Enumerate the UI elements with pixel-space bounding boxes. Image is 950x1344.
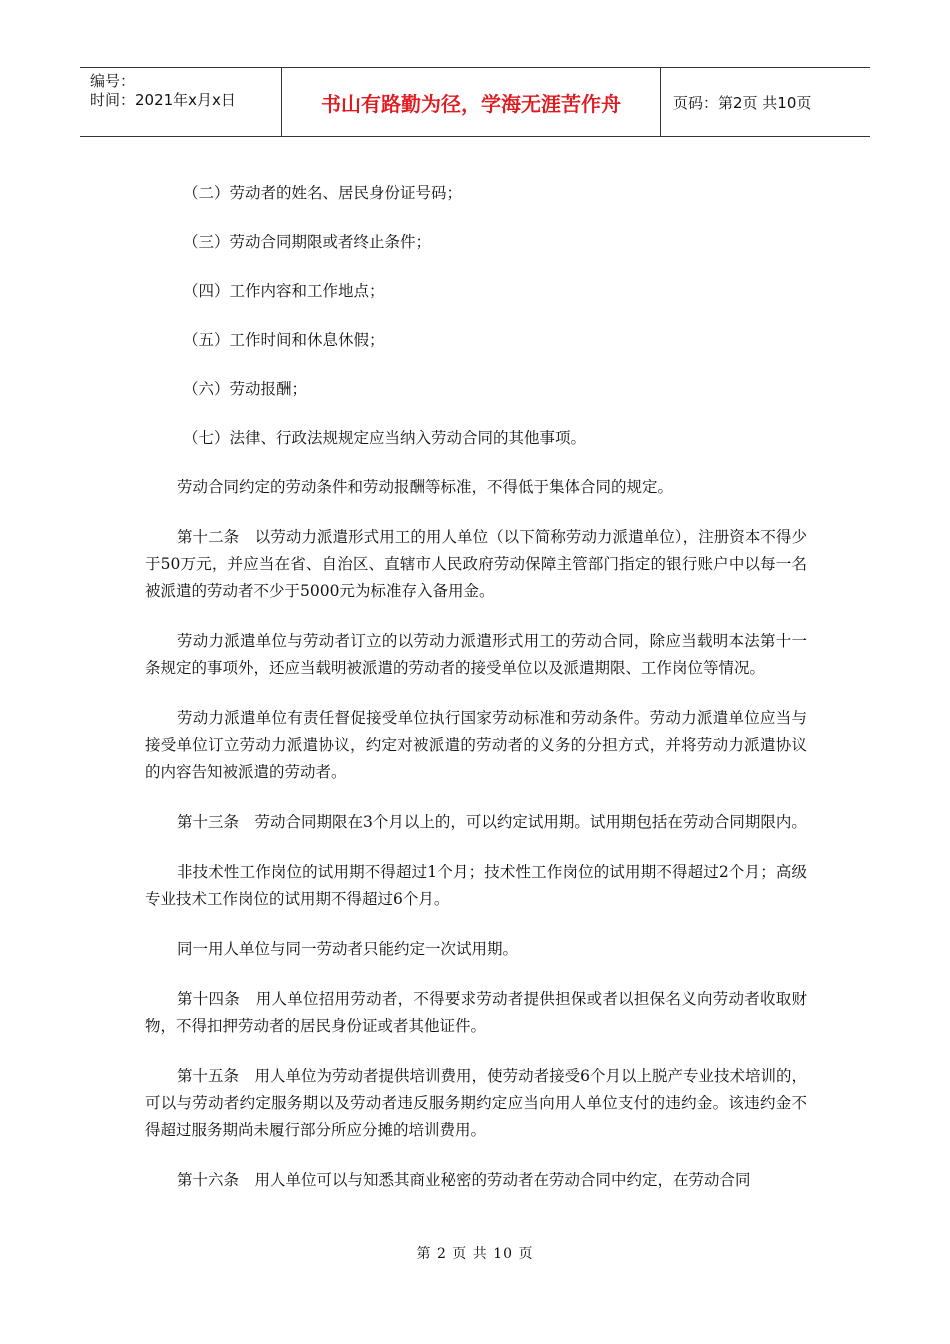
header-page-info: 页码：第2页 共10页 (673, 93, 812, 112)
list-item: （七）法律、行政法规规定应当纳入劳动合同的其他事项。 (183, 429, 587, 447)
paragraph: 劳动力派遣单位与劳动者订立的以劳动力派遣形式用工的劳动合同，除应当载明本法第十一条规定的事项外，还应当载明被派遣的劳动者的接受单位以及派遣期限、工作岗位等情况。 (145, 632, 807, 677)
paragraph: 劳动力派遣单位有责任督促接受单位执行国家劳动标准和劳动条件。劳动力派遣单位应当与接受单位订立劳动力派遣协议，约定对被派遣的劳动者的义务的分担方式，并将劳动力派遣协议的内容告知被派遣的劳动者。 (145, 709, 807, 781)
header-meta (80, 68, 282, 136)
article-14: 第十四条 用人单位招用劳动者，不得要求劳动者提供担保或者以担保名义向劳动者收取财物，不得扣押劳动者的居民身份证或者其他证件。 (145, 990, 807, 1035)
article-16: 第十六条 用人单位可以与知悉其商业秘密的劳动者在劳动合同中约定，在劳动合同 (177, 1171, 751, 1189)
article-13: 第十三条 劳动合同期限在3个月以上的，可以约定试用期。试用期包括在劳动合同期限内。 (177, 813, 807, 831)
paragraph: 劳动合同约定的劳动条件和劳动报酬等标准，不得低于集体合同的规定。 (177, 478, 674, 496)
header-table (80, 67, 870, 137)
page-footer: 第 2 页 共 10 页 (416, 1246, 534, 1262)
list-item: （六）劳动报酬； (183, 380, 308, 398)
list-item: （二）劳动者的姓名、居民身份证号码； (183, 184, 463, 202)
doc-number-label: 编号： (90, 72, 136, 90)
list-item: （三）劳动合同期限或者终止条件； (183, 233, 432, 251)
doc-date: 时间：2021年x月x日 (90, 91, 236, 109)
paragraph: 非技术性工作岗位的试用期不得超过1个月；技术性工作岗位的试用期不得超过2个月；高级专业技术工作岗位的试用期不得超过6个月。 (145, 863, 807, 908)
header-motto: 书山有路勤为径，学海无涯苦作舟 (282, 68, 661, 136)
paragraph: 同一用人单位与同一劳动者只能约定一次试用期。 (177, 940, 519, 958)
list-item: （五）工作时间和休息休假； (183, 331, 385, 349)
list-item: （四）工作内容和工作地点； (183, 282, 385, 300)
article-15: 第十五条 用人单位为劳动者提供培训费用，使劳动者接受6个月以上脱产专业技术培训的，可以与劳动者约定服务期以及劳动者违反服务期约定应当向用人单位支付的违约金。该违约金不得超过服务期尚未履行部分所应分摊的培训费用。 (145, 1067, 807, 1139)
article-12: 第十二条 以劳动力派遣形式用工的用人单位（以下简称劳动力派遣单位），注册资本不得少于50万元，并应当在省、自治区、直辖市人民政府劳动保障主管部门指定的银行账户中以每一名被派遣的劳动者不少于5000元为标准存入备用金。 (145, 528, 807, 600)
document-body (145, 180, 807, 1194)
